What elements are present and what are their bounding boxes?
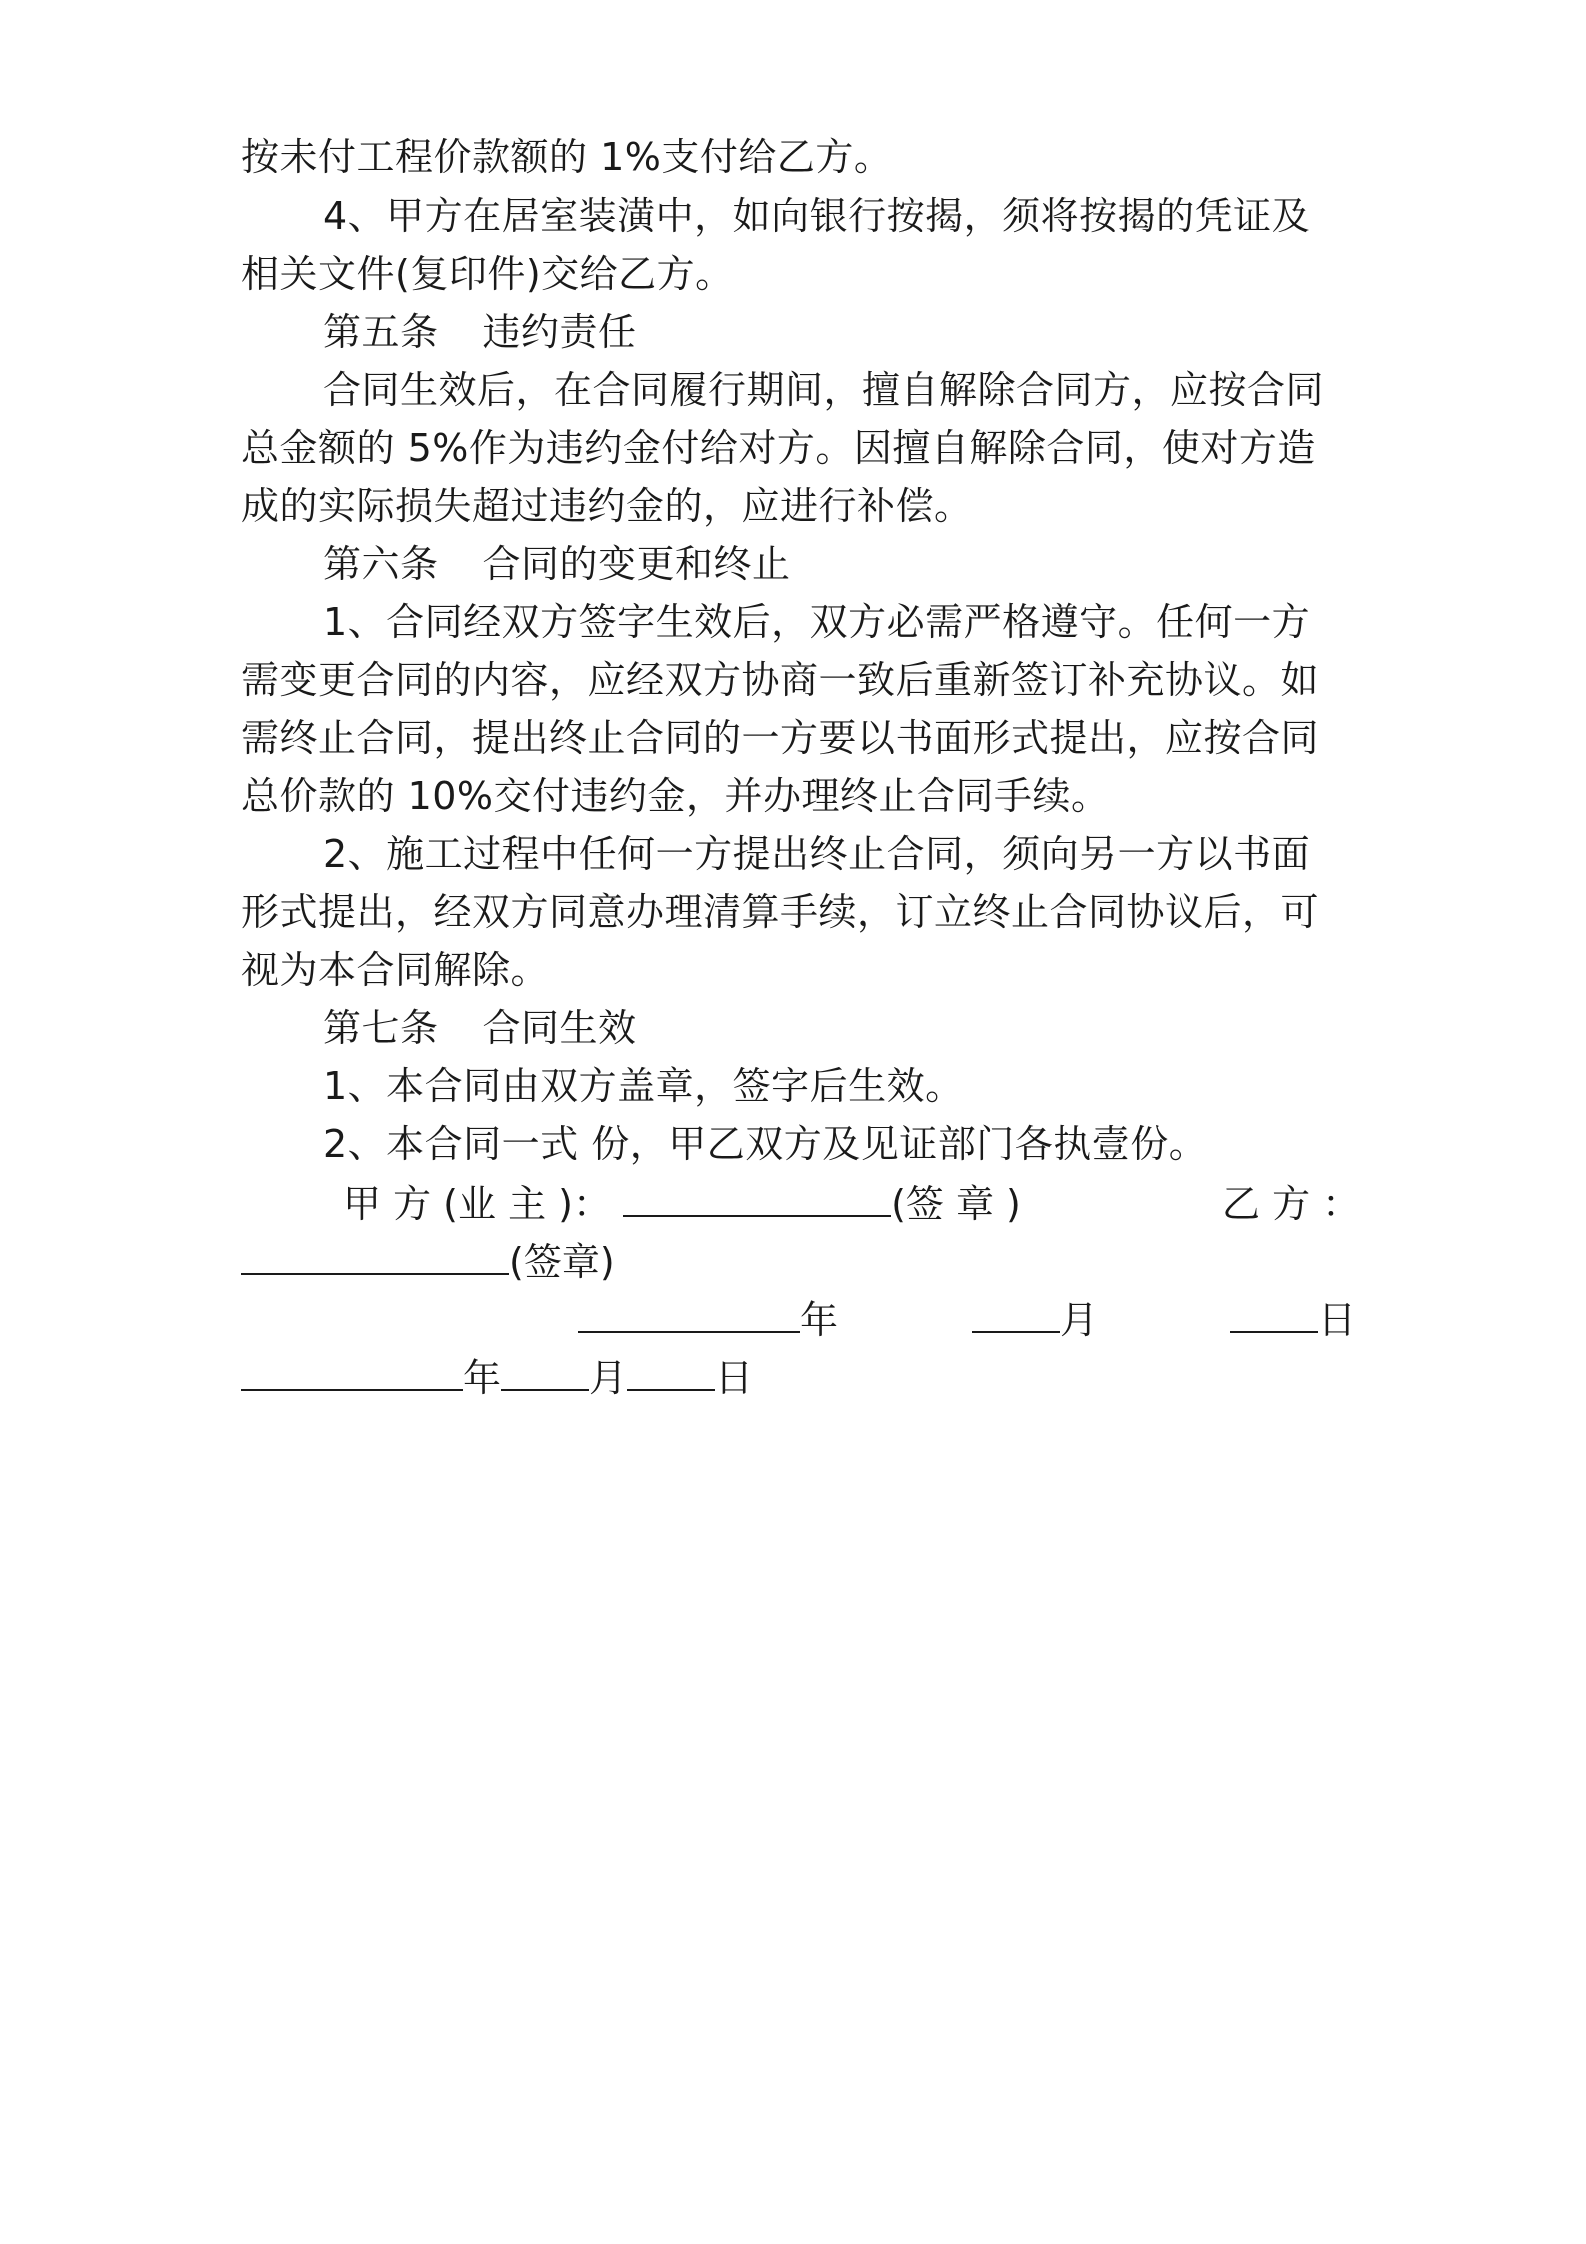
party-a-signature-row [343, 1181, 1021, 1227]
paragraph-line: 形式提出，经双方同意办理清算手续，订立终止合同协议后，可 [241, 890, 1320, 934]
paragraph-line: 需变更合同的内容，应经双方协商一致后重新签订补充协议。如 [241, 658, 1320, 702]
party-b-label: 乙 方 ： [1222, 1182, 1361, 1226]
article-number: 第七条 [323, 1006, 439, 1050]
day-blank [1230, 1301, 1318, 1333]
year-label: 年 [800, 1298, 839, 1342]
party-b-signature-row [241, 1239, 615, 1285]
year-blank [241, 1359, 463, 1391]
paragraph-line: 合同生效后，在合同履行期间，擅自解除合同方，应按合同 [323, 368, 1325, 412]
month-blank [972, 1301, 1060, 1333]
article-heading-5 [323, 309, 637, 355]
party-a-month [972, 1297, 1098, 1343]
party-a-signature-blank [623, 1185, 891, 1217]
paragraph-line: 4、甲方在居室装潢中，如向银行按揭，须将按揭的凭证及 [323, 194, 1311, 238]
paragraph-line: 2、本合同一式 份，甲乙双方及见证部门各执壹份。 [323, 1122, 1208, 1166]
party-b-seal: (签章) [509, 1240, 615, 1284]
paragraph-line: 总金额的 5%作为违约金付给对方。因擅自解除合同，使对方造 [241, 426, 1316, 470]
paragraph-line: 相关文件(复印件)交给乙方。 [241, 252, 734, 296]
article-heading-7 [323, 1005, 637, 1051]
paragraph-line: 按未付工程价款额的 1%支付给乙方。 [241, 135, 893, 179]
paragraph-line: 需终止合同，提出终止合同的一方要以书面形式提出，应按合同 [241, 716, 1320, 760]
article-heading-6 [323, 541, 791, 587]
paragraph-line: 1、本合同由双方盖章，签字后生效。 [323, 1064, 964, 1108]
paragraph-line: 1、合同经双方签字生效后，双方必需严格遵守。任何一方 [323, 600, 1311, 644]
paragraph-line: 视为本合同解除。 [241, 948, 550, 992]
month-blank [501, 1359, 589, 1391]
article-title: 违约责任 [482, 310, 637, 354]
month-label: 月 [1060, 1298, 1099, 1342]
paragraph-line: 总价款的 10%交付违约金，并办理终止合同手续。 [241, 774, 1110, 818]
paragraph-line: 成的实际损失超过违约金的，应进行补偿。 [241, 484, 973, 528]
party-b-date-row [241, 1355, 753, 1401]
year-label: 年 [463, 1356, 502, 1400]
month-label: 月 [589, 1356, 628, 1400]
paragraph-line: 2、施工过程中任何一方提出终止合同，须向另一方以书面 [323, 832, 1311, 876]
day-label: 日 [1318, 1298, 1357, 1342]
year-blank [578, 1301, 800, 1333]
day-blank [627, 1359, 715, 1391]
party-a-day [1230, 1297, 1356, 1343]
party-a-label: 甲 方 (业 主 )： [343, 1182, 611, 1226]
article-title: 合同生效 [482, 1006, 637, 1050]
party-a-date-row [578, 1297, 838, 1343]
article-number: 第五条 [323, 310, 439, 354]
article-number: 第六条 [323, 542, 439, 586]
article-title: 合同的变更和终止 [482, 542, 791, 586]
party-a-seal: (签 章 ) [891, 1182, 1021, 1226]
party-b-signature-blank [241, 1243, 509, 1275]
day-label: 日 [715, 1356, 754, 1400]
